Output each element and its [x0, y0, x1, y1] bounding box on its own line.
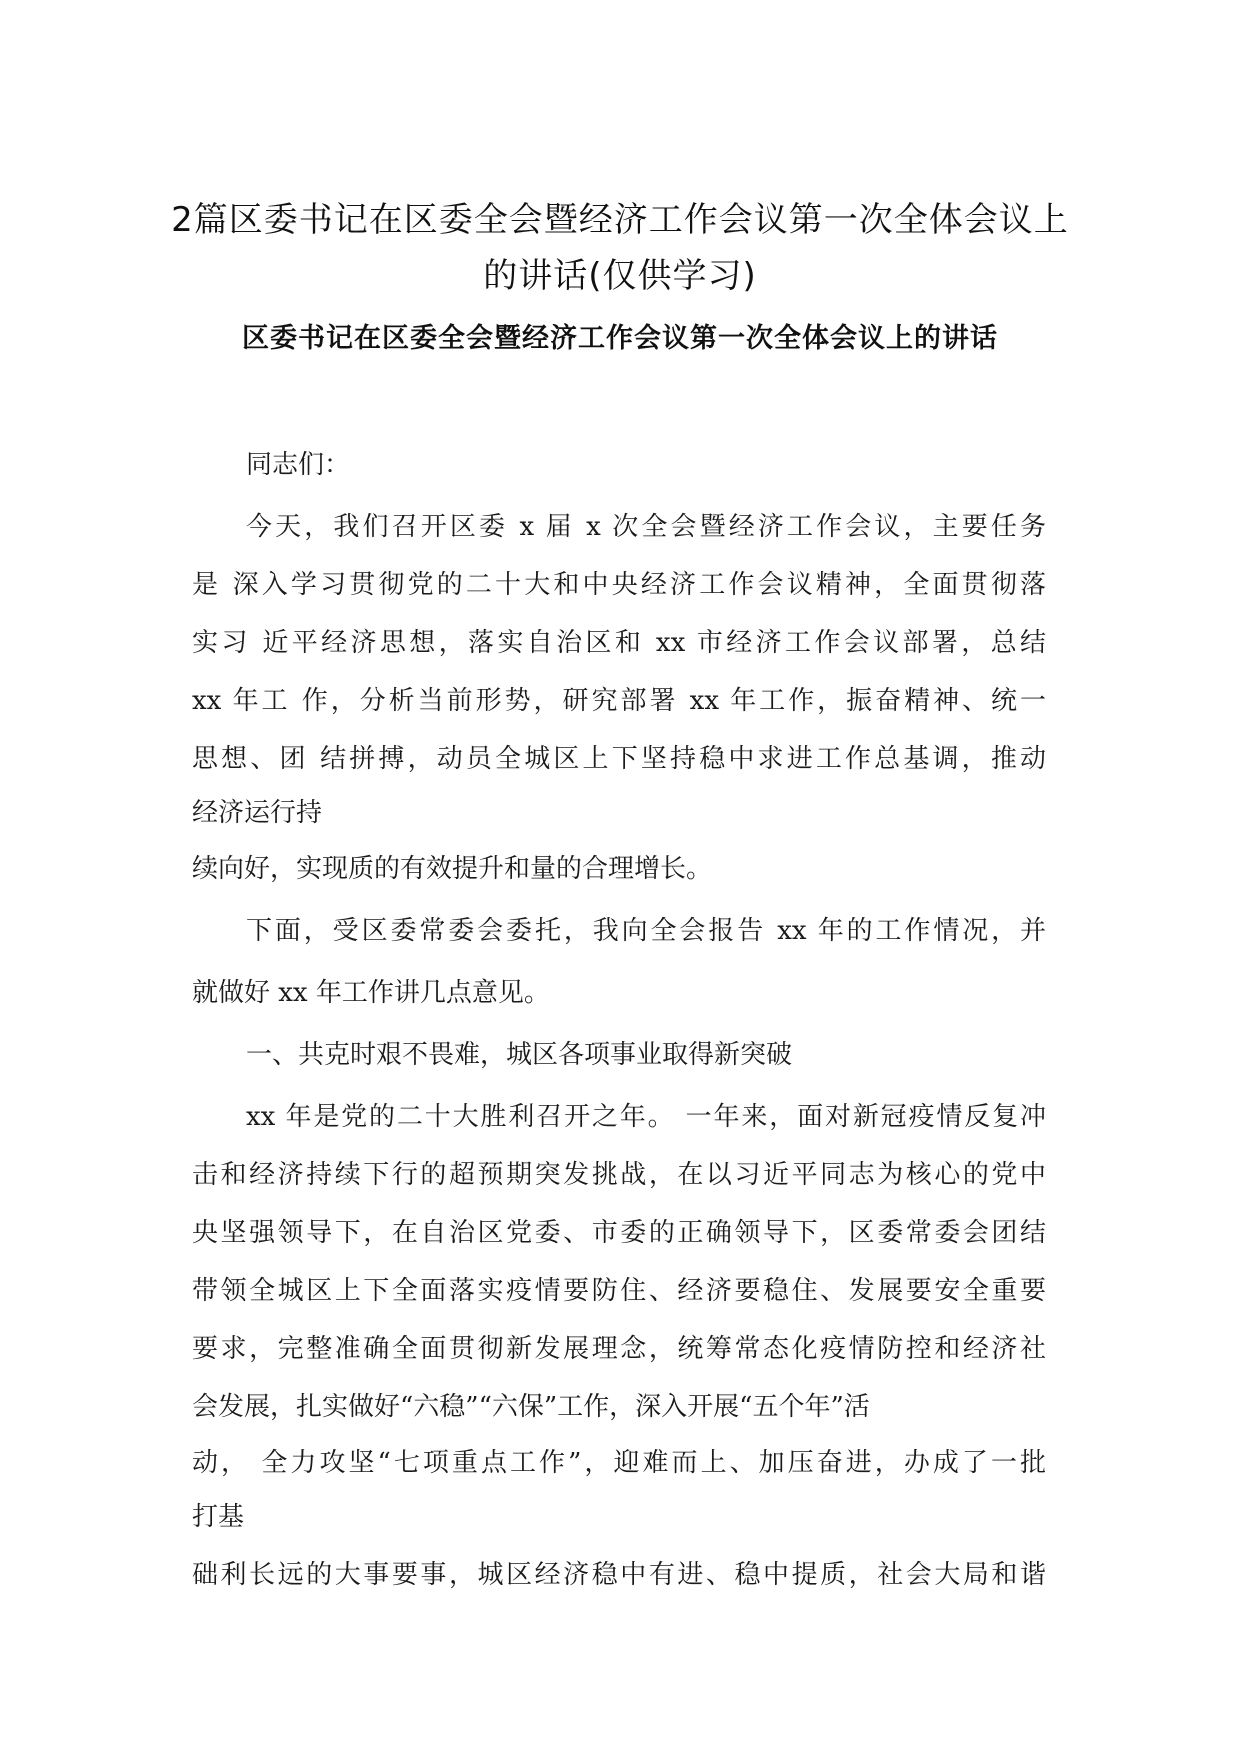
body-line: 实习 近平经济思想，落实自治区和 xx 市经济工作会议部署，总结: [192, 628, 1046, 658]
body-line: 今天，我们召开区委 x 届 x 次全会暨经济工作会议，主要任务: [246, 512, 1046, 542]
body-line: 经济运行持: [192, 798, 323, 828]
document-title-line-1: 2篇区委书记在区委全会暨经济工作会议第一次全体会议上: [171, 200, 1069, 240]
body-line: 击和经济持续下行的超预期突发挑战，在以习近平同志为核心的党中: [192, 1160, 1046, 1190]
document-subtitle: 区委书记在区委全会暨经济工作会议第一次全体会议上的讲话: [242, 323, 998, 354]
body-line: 央坚强领导下，在自治区党委、市委的正确领导下，区委常委会团结: [192, 1218, 1046, 1248]
salutation: 同志们：: [246, 450, 351, 480]
body-line: 是 深入学习贯彻党的二十大和中央经济工作会议精神，全面贯彻落: [192, 570, 1046, 600]
body-line: xx 年工 作，分析当前形势，研究部署 xx 年工作，振奋精神、统一: [192, 686, 1046, 716]
body-line: 动， 全力攻坚“七项重点工作”，迎难而上、加压奋进，办成了一批: [192, 1448, 1046, 1478]
section-heading: 一、共克时艰不畏难，城区各项事业取得新突破: [246, 1040, 793, 1070]
body-line: 思想、团 结拼搏，动员全城区上下坚持稳中求进工作总基调，推动: [192, 744, 1046, 774]
body-line: 打基: [192, 1502, 245, 1532]
body-line: 就做好 xx 年工作讲几点意见。: [192, 978, 550, 1008]
body-line: 续向好，实现质的有效提升和量的合理增长。: [192, 854, 713, 884]
body-line: xx 年是党的二十大胜利召开之年。 一年来，面对新冠疫情反复冲: [246, 1102, 1046, 1132]
body-line: 础利长远的大事要事，城区经济稳中有进、稳中提质，社会大局和谐: [192, 1560, 1046, 1590]
body-line: 带领全城区上下全面落实疫情要防住、经济要稳住、发展要安全重要: [192, 1276, 1046, 1306]
body-line: 要求，完整准确全面贯彻新发展理念，统筹常态化疫情防控和经济社: [192, 1334, 1046, 1364]
body-line: 会发展，扎实做好“六稳”“六保”工作，深入开展“五个年”活: [192, 1392, 870, 1422]
body-line: 下面，受区委常委会委托，我向全会报告 xx 年的工作情况，并: [246, 916, 1046, 946]
document-title-line-2: 的讲话(仅供学习): [483, 256, 757, 296]
